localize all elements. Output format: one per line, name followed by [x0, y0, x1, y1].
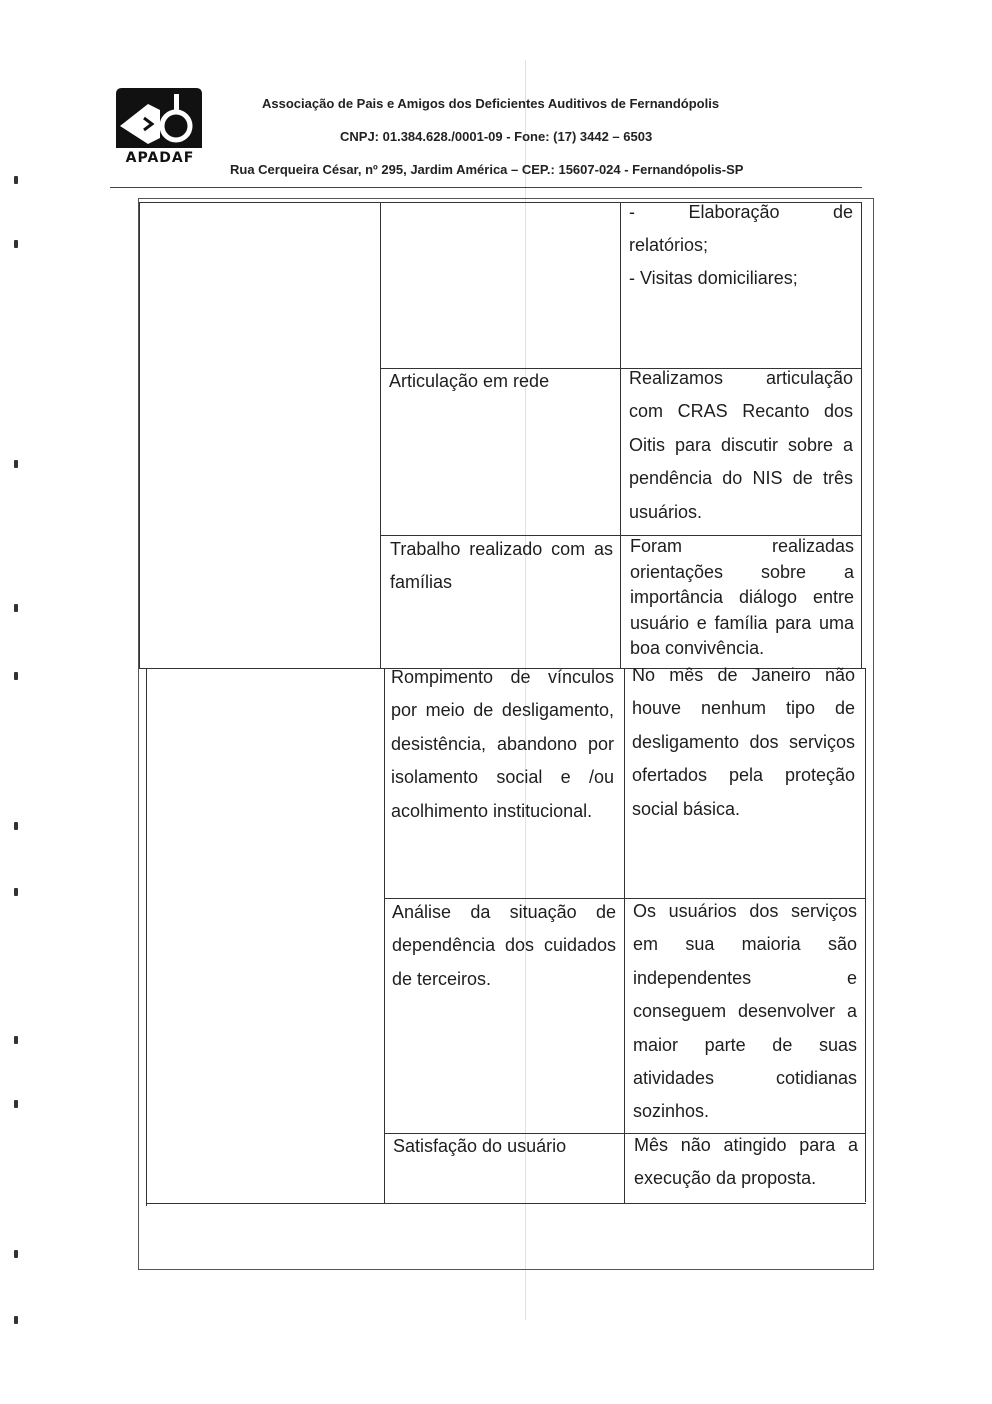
logo-text: APADAF [125, 150, 195, 166]
margin-mark [14, 176, 18, 184]
table-border-left-top [139, 202, 140, 668]
margin-mark [14, 460, 18, 468]
table-border-right-bottom [865, 668, 866, 1202]
org-name: Associação de Pais e Amigos dos Deficientes Auditivos de Fernandópolis [262, 96, 720, 111]
table-border-right-top [861, 202, 862, 668]
table-column-divider-1b [384, 668, 385, 1204]
row3-indicator: Trabalho realizado com as famílias [390, 539, 613, 593]
margin-mark [14, 1250, 18, 1258]
row2-indicator: Articulação em rede [389, 371, 550, 391]
org-address: Rua Cerqueira César, nº 295, Jardim América – CEP.: 15607-024 - Fernandópolis-SP [230, 162, 744, 177]
row4-description: No mês de Janeiro não houve nenhum tipo de desligamento dos serviços ofertados pela proteção social básica. [632, 665, 855, 819]
margin-mark [14, 604, 18, 612]
row6-description: Mês não atingido para a execução da proposta. [634, 1135, 858, 1189]
table-column-divider-1 [380, 202, 381, 668]
margin-mark [14, 672, 18, 680]
row2-description: Realizamos articulação com CRAS Recanto dos Oitis para discutir sobre a pendência do NIS de três usuários. [629, 368, 853, 522]
row1-description-line1: - Elaboração de [629, 202, 853, 222]
table-column-divider-2b [624, 668, 625, 1204]
row1-description-line3: - Visitas domiciliares; [629, 268, 798, 288]
row1-description-line2: relatórios; [629, 235, 709, 255]
table-border-bottom [146, 1203, 866, 1204]
row3-description: Foram realizadas orientações sobre a importância diálogo entre usuário e família para uma boa convivência. [630, 536, 854, 659]
table-column-divider-2 [620, 202, 621, 668]
row6-indicator: Satisfação do usuário [393, 1136, 567, 1156]
margin-mark [14, 1036, 18, 1044]
margin-mark [14, 1316, 18, 1324]
header-divider [110, 187, 862, 188]
row5-indicator: Análise da situação de dependência dos cuidados de terceiros. [392, 902, 616, 989]
org-contact: CNPJ: 01.384.628./0001-09 - Fone: (17) 3442 – 6503 [340, 129, 653, 144]
margin-mark [14, 1100, 18, 1108]
margin-mark [14, 822, 18, 830]
margin-mark [14, 240, 18, 248]
table-border-left-bottom [146, 668, 147, 1206]
margin-mark [14, 888, 18, 896]
row5-description: Os usuários dos serviços em sua maioria são independentes e conseguem desenvolver a maior parte de suas atividades cotidianas sozinhos. [633, 901, 857, 1122]
row4-indicator: Rompimento de vínculos por meio de desligamento, desistência, abandono por isolamento social e /ou acolhimento institucional. [391, 667, 614, 821]
